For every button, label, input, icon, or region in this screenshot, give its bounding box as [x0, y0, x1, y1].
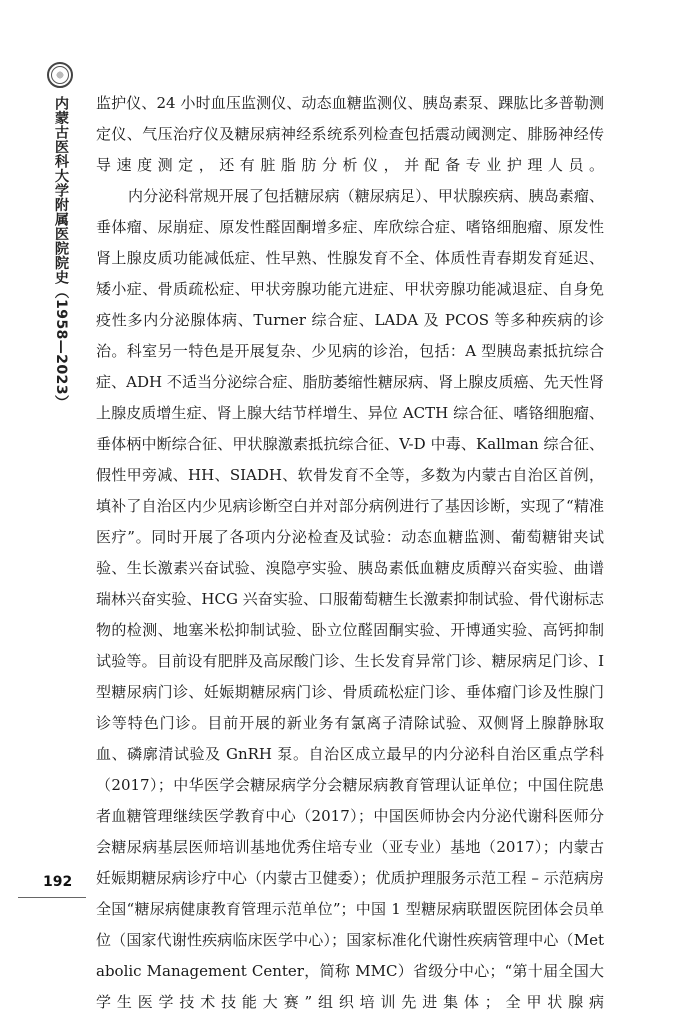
page-margin	[0, 0, 86, 983]
hospital-emblem-icon	[47, 62, 73, 88]
body-text	[96, 88, 604, 1018]
paragraph-continuation: 监护仪、24 小时血压监测仪、动态血糖监测仪、胰岛素泵、踝肱比多普勒测定仪、气压治疗仪及糖尿病神经系统系列检查包括震动阈测定、腓肠神经传导速度测定，还有脏脂肪分析仪，并配备专业护理人员。	[96, 94, 604, 174]
page-number: 192	[43, 874, 73, 890]
paragraph-endocrinology: 内分泌科常规开展了包括糖尿病（糖尿病足）、甲状腺疾病、胰岛素瘤、垂体瘤、尿崩症、原发性醛固酮增多症、库欣综合症、嗜铬细胞瘤、原发性肾上腺皮质功能减低症、性早熟、性腺发育不全、体质性青春期发育延迟、矮小症、骨质疏松症、甲状旁腺功能亢进症、甲状旁腺功能减退症、自身免疫性多内分泌腺体病、Turner 综合症、LADA 及 PCOS 等多种疾病的诊治。科室另一特色是开展复杂、少见病的诊治，包括：A 型胰岛素抵抗综合症、ADH 不适当分泌综合症、脂肪萎缩性糖尿病、肾上腺皮质癌、先天性肾上腺皮质增生症、肾上腺大结节样增生、异位 ACTH 综合征、嗜铬细胞瘤、垂体柄中断综合征、甲状腺激素抵抗综合征、V-D 中毒、Kallman 综合征、假性甲旁减、HH、SIADH、软骨发育不全等，多数为内蒙古自治区首例，填补了自治区内少见病诊断空白并对部分病例进行了基因诊断，实现了“精准医疗”。同时开展了各项内分泌检查及试验：动态血糖监测、葡萄糖钳夹试验、生长激素兴奋试验、溴隐亭实验、胰岛素低血糖皮质醇兴奋实验、曲谱瑞林兴奋实验、HCG 兴奋实验、口服葡萄糖生长激素抑制试验、骨代谢标志物的检测、地塞米松抑制试验、卧立位醛固酮实验、开博通实验、高钙抑制试验等。目前设有肥胖及高尿酸门诊、生长发育异常门诊、糖尿病足门诊、Ⅰ型糖尿病门诊、妊娠期糖尿病门诊、骨质疏松症门诊、垂体瘤门诊及性腺门诊等特色门诊。目前开展的新业务有氯离子清除试验、双侧肾上腺静脉取血、磷廓清试验及 GnRH 泵。自治区成立最早的内分泌科自治区重点学科（2017）；中华医学会糖尿病学分会糖尿病教育管理认证单位；中国住院患者血糖管理继续医学教育中心（2017）；中国医师协会内分泌代谢科医师分会糖尿病基层医师培训基地优秀住培专业（亚专业）基地（2017）；内蒙古妊娠期糖尿病诊疗中心（内蒙古卫健委）；优质护理服务示范工程 – 示范病房全国“糖尿病健康教育管理示范单位”；中国 1 型糖尿病联盟医院团体会员单位（国家代谢性疾病临床医学中心）；国家标准化代谢性疾病管理中心（Metabolic Management Center，简称 MMC）省级分中心；“第十届全国大学生医学技术技能大赛”组织培训先进集体；全甲状腺病	[96, 187, 604, 1011]
footer-rule	[18, 897, 86, 898]
running-title: 内蒙古医科大学附属医院院史（1958—2023）	[53, 96, 69, 410]
